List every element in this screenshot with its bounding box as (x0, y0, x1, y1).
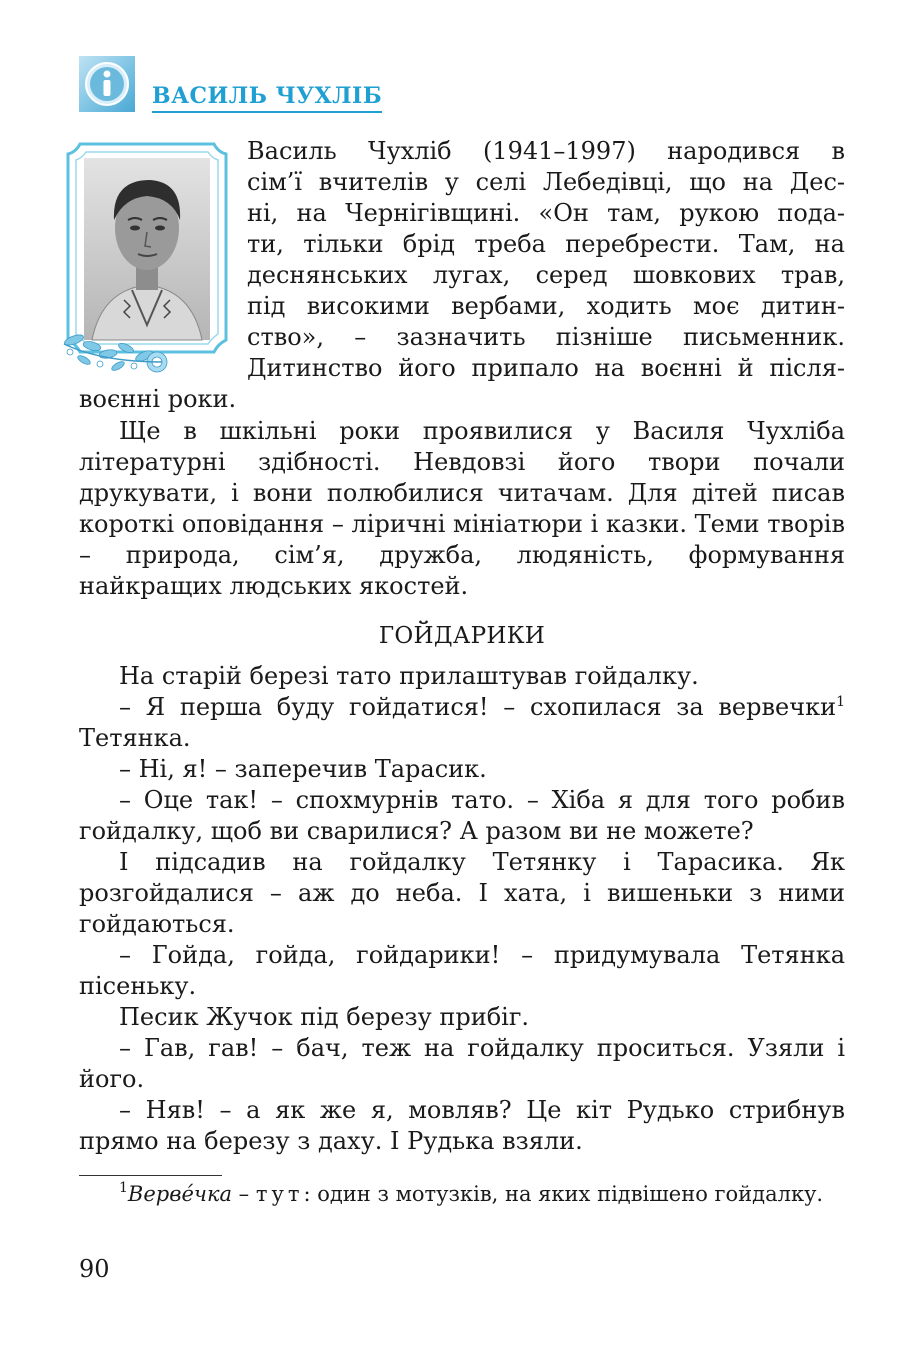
author-heading: ВАСИЛЬ ЧУХЛІБ (152, 82, 382, 113)
story-paragraph: На старій березі тато прилаштував гойдалку. (119, 662, 699, 690)
story-paragraph: І підсадив на гойдалку Тетянку і Тарасика. Як розгойдалися – аж до неба. І хата, і вишеньки з ними гойдаються. (79, 848, 845, 938)
story-paragraph-tail: Тетянка. (79, 724, 191, 752)
bio-line: сім’ї вчителів у селі Лебедівці, що на Дес- (247, 168, 845, 196)
story-body (79, 661, 845, 1157)
bio-line: ні, на Чернігівщині. «Он там, рукою пода- (247, 199, 845, 227)
footnote-dash: – (232, 1182, 256, 1206)
footnote-number: 1 (119, 1180, 128, 1196)
bio-paragraph-2 (79, 416, 845, 602)
bio-line: Дитинство його припало на воєнні й після- (247, 354, 845, 382)
bio-paragraph-1 (79, 136, 845, 415)
footnote-definition: : один з мотузків, на яких підвішено гойдалку. (303, 1182, 824, 1206)
story-paragraph: – Гав, гав! – бач, теж на гойдалку проситься. Узяли і його. (79, 1034, 845, 1093)
footnote-text (79, 1180, 845, 1209)
story-paragraph: – Гойда, гойда, гойдарики! – придумувала Тетянка пісеньку. (79, 941, 845, 1000)
story-paragraph: Песик Жучок під березу прибіг. (119, 1003, 530, 1031)
story-paragraph: – Оце так! – спохмурнів тато. – Хіба я для того робив гойдалку, щоб ви сварилися? А разом ви не можете? (79, 786, 845, 845)
bio-line: під високими вербами, ходить моє дитин- (247, 292, 845, 320)
bio-line: Василь Чухліб (1941–1997) народився в (247, 137, 845, 165)
footnote-marker[interactable]: 1 (836, 694, 845, 710)
bio-line: ство», – зазначить пізніше письменник. (247, 323, 845, 351)
bio-paragraph-2-text: Ще в шкільні роки проявилися у Василя Чухліба літературні здібності. Невдовзі його твори почали друкувати, і вони полюбилися читачам. Для дітей писав короткі оповідання – ліричні мініатюри і казки. Теми творів – природа, сім’я, дружба, людяність, формування найкращих людських якостей. (79, 417, 845, 600)
story-paragraph: – Ні, я! – заперечив Тарасик. (119, 755, 487, 783)
footnote-divider (79, 1175, 222, 1176)
bio-line: воєнні роки. (79, 385, 237, 413)
bio-line: ти, тільки брід треба перебрести. Там, на (247, 230, 845, 258)
story-paragraph-text: – Я перша буду гойдатися! – схопилася за вервечки (119, 693, 837, 721)
footnote (79, 1180, 845, 1209)
footnote-label: тут (255, 1182, 304, 1206)
story-title: ГОЙДАРИКИ (378, 623, 546, 649)
page-number: 90 (79, 1255, 110, 1283)
story-paragraph (79, 692, 845, 754)
story-paragraph: – Няв! – а як же я, мовляв? Це кіт Рудько стрибнув прямо на березу з даху. І Рудька взяли. (79, 1096, 845, 1155)
bio-line: деснянських лугах, серед шовкових трав, (247, 261, 845, 289)
footnote-term: Вервéчка (127, 1182, 232, 1206)
info-icon (79, 56, 135, 112)
